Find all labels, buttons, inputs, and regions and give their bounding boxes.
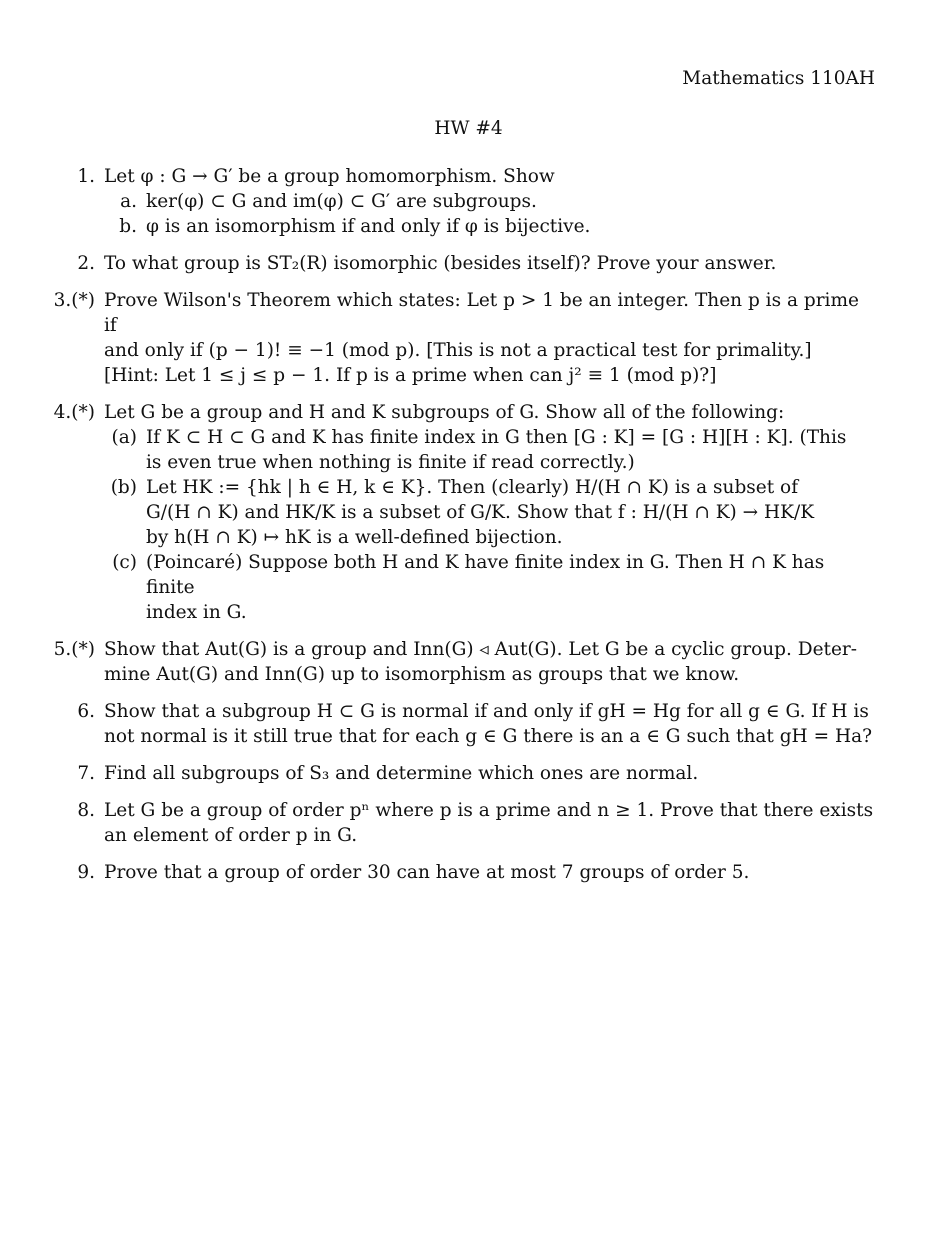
- subpart-text: ker(φ) ⊂ G and im(φ) ⊂ G′ are subgroups.: [146, 191, 537, 212]
- problem-text: To what group is ST₂(R) isomorphic (besides itself)? Prove your answer.: [104, 253, 777, 274]
- subpart-line: is even true when nothing is finite if read correctly.): [146, 452, 635, 473]
- problem-text: Find all subgroups of S₃ and determine which ones are normal.: [104, 763, 699, 784]
- problem-number: 8.: [77, 800, 95, 821]
- problem-line: Prove Wilson's Theorem which states: Let p > 1 be an integer. Then p is a prime if: [104, 290, 859, 336]
- problem-7: [0, 761, 937, 786]
- problem-number: 1.: [77, 166, 95, 187]
- problem-number: 7.: [77, 763, 95, 784]
- subpart-b: [104, 214, 875, 239]
- problem-9: [0, 860, 937, 885]
- subpart-label: (b): [110, 477, 137, 498]
- problem-text: Let φ : G → G′ be a group homomorphism. Show: [104, 166, 555, 187]
- subpart-line: Let HK := {hk | h ∈ H, k ∈ K}. Then (clearly) H/(H ∩ K) is a subset of: [146, 477, 799, 498]
- subpart-a: [104, 189, 875, 214]
- problem-line: [Hint: Let 1 ≤ j ≤ p − 1. If p is a prime when can j² ≡ 1 (mod p)?]: [104, 365, 717, 386]
- problem-text: Prove that a group of order 30 can have at most 7 groups of order 5.: [104, 862, 750, 883]
- subpart-line: If K ⊂ H ⊂ G and K has finite index in G then [G : K] = [G : H][H : K]. (This: [146, 427, 847, 448]
- subpart-label: (a): [111, 427, 137, 448]
- subpart-label: b.: [119, 216, 137, 237]
- problem-line: not normal is it still true that for each g ∈ G there is an a ∈ G such that gH = Ha?: [104, 726, 873, 747]
- problem-list: [0, 164, 937, 897]
- page-title: HW #4: [434, 118, 503, 139]
- subpart-b: [104, 475, 875, 550]
- subpart-c: [104, 550, 875, 625]
- course-name: Mathematics 110AH: [682, 68, 875, 89]
- problem-number: 9.: [77, 862, 95, 883]
- problem-5: [0, 637, 937, 687]
- subpart-label: a.: [120, 191, 137, 212]
- problem-number: 3.(*): [53, 290, 95, 311]
- subpart-line: by h(H ∩ K) ↦ hK is a well-defined bijection.: [146, 527, 563, 548]
- problem-line: and only if (p − 1)! ≡ −1 (mod p). [This is not a practical test for primality.]: [104, 340, 812, 361]
- problem-line: an element of order p in G.: [104, 825, 358, 846]
- problem-8: [0, 798, 937, 848]
- problem-number: 2.: [77, 253, 95, 274]
- subpart-line: index in G.: [146, 602, 247, 623]
- subpart-text: φ is an isomorphism if and only if φ is bijective.: [146, 216, 591, 237]
- subpart-label: (c): [112, 552, 137, 573]
- subpart-line: (Poincaré) Suppose both H and K have finite index in G. Then H ∩ K has finite: [146, 552, 825, 598]
- problem-3: [0, 288, 937, 388]
- problem-line: Show that a subgroup H ⊂ G is normal if and only if gH = Hg for all g ∈ G. If H is: [104, 701, 869, 722]
- problem-6: [0, 699, 937, 749]
- subpart-line: G/(H ∩ K) and HK/K is a subset of G/K. Show that f : H/(H ∩ K) → HK/K: [146, 502, 815, 523]
- problem-number: 6.: [77, 701, 95, 722]
- problem-4: [0, 400, 937, 625]
- problem-line: Show that Aut(G) is a group and Inn(G) ◃ Aut(G). Let G be a cyclic group. Deter-: [104, 639, 857, 660]
- problem-text: Let G be a group and H and K subgroups of G. Show all of the following:: [104, 402, 785, 423]
- problem-1: [0, 164, 937, 239]
- subpart-a: [104, 425, 875, 475]
- problem-2: [0, 251, 937, 276]
- problem-line: mine Aut(G) and Inn(G) up to isomorphism as groups that we know.: [104, 664, 740, 685]
- problem-line: Let G be a group of order pⁿ where p is a prime and n ≥ 1. Prove that there exists: [104, 800, 874, 821]
- problem-number: 5.(*): [53, 639, 95, 660]
- problem-number: 4.(*): [53, 402, 95, 423]
